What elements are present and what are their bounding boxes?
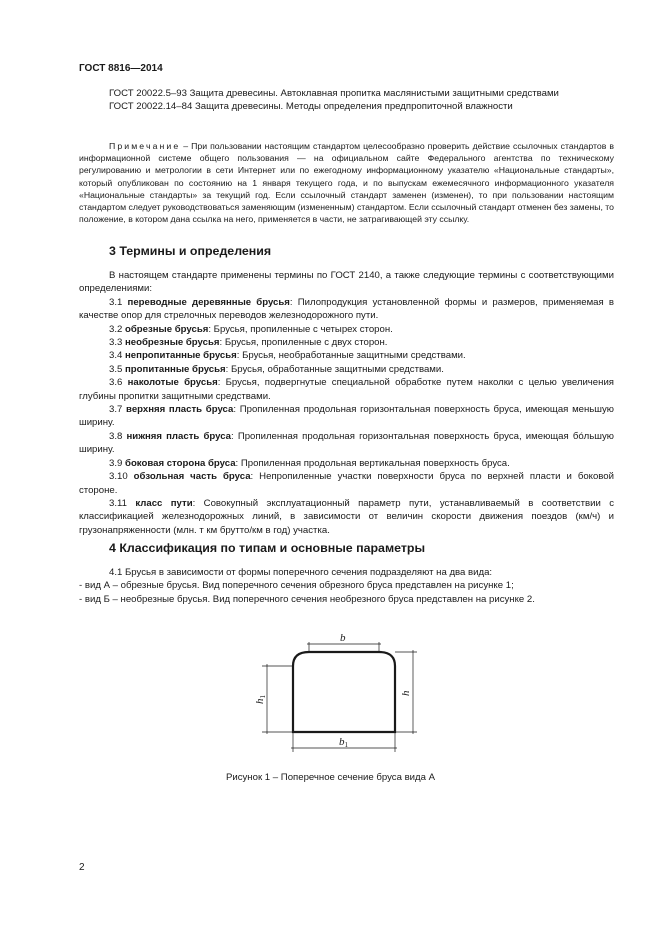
reference-item: ГОСТ 20022.14–84 Защита древесины. Методы определения предпропиточной влажности xyxy=(109,101,513,113)
term-definition: 3.9 боковая сторона бруса: Пропиленная продольная вертикальная поверхность бруса. xyxy=(109,457,510,469)
term-definition: 3.5 пропитанные брусья: Брусья, обработанные защитными средствами. xyxy=(109,363,444,375)
term-definition: 3.11 класс пути: Совокупный эксплуатационный параметр пути, устанавливаемый в соответствии с классификацией железнодорожных линий, в зависимости от величин скорости движения поездов (км/ч) и грузонапряженности (млн. т км брутто/км в год) участка. xyxy=(79,497,614,536)
section-4-paragraph: 4.1 Брусья в зависимости от формы поперечного сечения подразделяют на два вида: xyxy=(109,567,493,578)
page-number: 2 xyxy=(79,862,85,873)
term-definition: 3.4 непропитанные брусья: Брусья, необработанные защитными средствами. xyxy=(109,350,466,362)
term-definition: 3.7 верхняя пласть бруса: Пропиленная продольная горизонтальная поверхность бруса, имеющая меньшую ширину. xyxy=(79,404,614,429)
figure-caption: Рисунок 1 – Поперечное сечение бруса вида А xyxy=(225,772,436,783)
term-definition: 3.2 обрезные брусья: Брусья, пропиленные с четырех сторон. xyxy=(109,323,393,335)
document-header: ГОСТ 8816—2014 xyxy=(79,63,163,74)
term-definition: 3.10 обзольная часть бруса: Непропиленные участки поверхности бруса по верхней пласти и боковой стороне. xyxy=(79,471,614,496)
term-definition: 3.1 переводные деревянные брусья: Пилопродукция установленной формы и размеров, применяемая в качестве опор для стрелочных переводов железнодорожного пути. xyxy=(79,296,614,322)
term-definition: 3.6 наколотые брусья: Брусья, подвергнутые специальной обработке путем наколки с целью увеличения глубины пропитки защитными средствами. xyxy=(79,377,614,402)
term-definition: 3.3 необрезные брусья: Брусья, пропиленные с двух сторон. xyxy=(109,337,388,349)
label-h1: h1 xyxy=(254,695,267,704)
beam-outline xyxy=(293,652,395,732)
section-3-title: 3 Термины и определения xyxy=(109,244,272,258)
reference-item: ГОСТ 20022.5–93 Защита древесины. Автоклавная пропитка маслянистыми защитными средствами xyxy=(109,88,559,99)
section-4-title: 4 Классификация по типам и основные параметры xyxy=(109,541,426,555)
note-label: Примечание xyxy=(109,141,181,151)
label-b1: b1 xyxy=(339,736,348,749)
note-paragraph xyxy=(79,140,614,225)
cross-section-figure xyxy=(246,632,426,762)
section-4-body xyxy=(79,566,614,606)
note-block xyxy=(79,140,614,225)
section-4-paragraph: - вид А – обрезные брусья. Вид поперечного сечения обрезного бруса представлен на рисунке 1; xyxy=(79,580,514,592)
term-definition: 3.8 нижняя пласть бруса: Пропиленная продольная горизонтальная поверхность бруса, имеющая бóльшую ширину. xyxy=(79,430,614,456)
references-block xyxy=(79,87,614,114)
section-3-body xyxy=(79,269,614,537)
section-3-intro: В настоящем стандарте применены термины по ГОСТ 2140, а также следующие термины с соответствующими определениями: xyxy=(79,270,614,295)
label-b: b xyxy=(340,632,346,644)
note-text: – При пользовании настоящим стандартом целесообразно проверить действие ссылочных стандартов в информационной системе общего пользования — на официальном сайте Федерального агентства по техническому регулированию и метрологии в сети Интернет или по ежегодному информационному указателю «Национальные стандарты», который опубликован по состоянию на 1 января текущего года, и по выпускам ежемесячного информационного указателя «Национальные стандарты» за текущий год. Если ссылочный стандарт заменен (изменен), то при пользовании настоящим стандартом следует руководствоваться заменяющим (измененным) стандартом. Если ссылочный стандарт отменен без замены, то положение, в котором дана ссылка на него, применяется в части, не затрагивающей эту ссылку. xyxy=(79,141,614,225)
section-4-paragraph: - вид Б – необрезные брусья. Вид поперечного сечения необрезного бруса представлен на рисунке 2. xyxy=(79,593,535,605)
label-h: h xyxy=(400,690,412,696)
